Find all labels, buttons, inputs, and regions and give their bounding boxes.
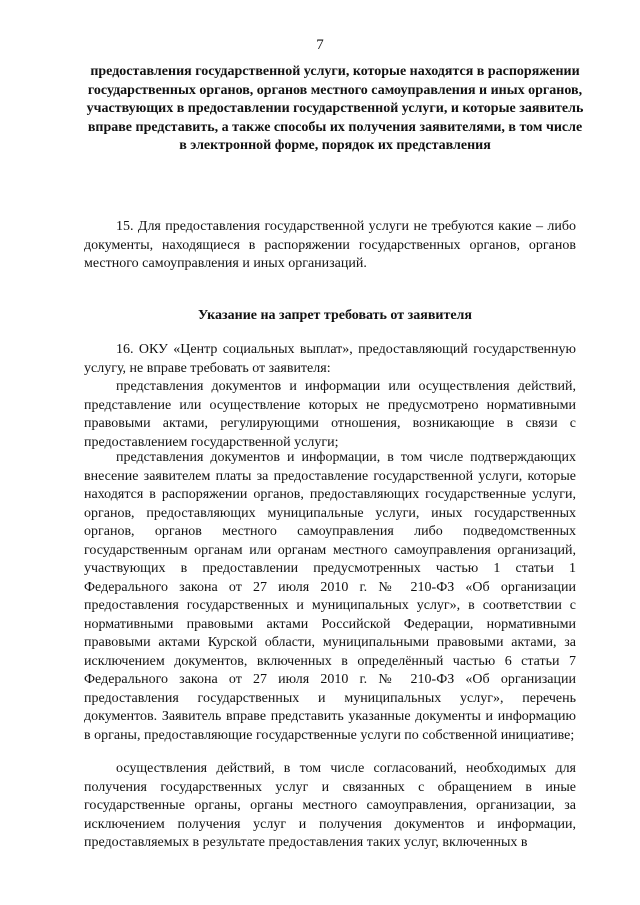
page-number: 7 [316,37,324,53]
paragraph-16: 16. ОКУ «Центр социальных выплат», предоставляющий государственную услугу, не вправе требовать от заявителя: [84,342,576,376]
section-heading-documents: предоставления государственной услуги, которые находятся в распоряжении государственных органов, органов местного самоуправления и иных органов, участвующих в предоставлении государственной услуги, и которые заявитель вправе представить, а также способы их получения заявителями, в том числе в электронной форме, порядок их представления [86,64,584,153]
paragraph-item-a: представления документов и информации или осуществления действий, представление или осуществление которых не предусмотрено нормативными правовыми актами, регулирующими отношения, возникающие в связи с предоставлением государственной услуги; [84,379,576,450]
paragraph-item-b: представления документов и информации, в том числе подтверждающих внесение заявителем платы за предоставление государственной услуги, которые находятся в распоряжении органов, предоставляющих государственные услуги, органов, предоставляющих муниципальные услуги, иных государственных органов, органов местного самоуправления либо подведомственных государственным органам или органам местного самоуправления организаций, участвующих в предоставлении предусмотренных частью 1 статьи 1 Федерального закона от 27 июля 2010 г. № 210-ФЗ «Об организации предоставления государственных и муниципальных услуг», в соответствии с нормативными правовыми актами Российской Федерации, нормативными правовыми актами Курской области, муниципальными правовыми актами, за исключением документов, включенных в определённый частью 6 статьи 7 Федерального закона от 27 июля 2010 г. № 210-ФЗ «Об организации предоставления государственных и муниципальных услуг», перечень документов. Заявитель вправе представить указанные документы и информацию в органы, предоставляющие государственные услуги по собственной инициативе; [84,450,576,743]
section-heading-prohibition: Указание на запрет требовать от заявителя [198,308,472,323]
paragraph-item-c: осуществления действий, в том числе согласований, необходимых для получения государственных услуг и связанных с обращением в иные государственные органы, органы местного самоуправления, организации, за исключением получения услуг и получения документов и информации, предоставляемых в результате предоставления таких услуг, включенных в [84,761,576,850]
paragraph-15: 15. Для предоставления государственной услуги не требуются какие – либо документы, находящиеся в распоряжении государственных органов, органов местного самоуправления и иных организаций. [84,219,576,271]
